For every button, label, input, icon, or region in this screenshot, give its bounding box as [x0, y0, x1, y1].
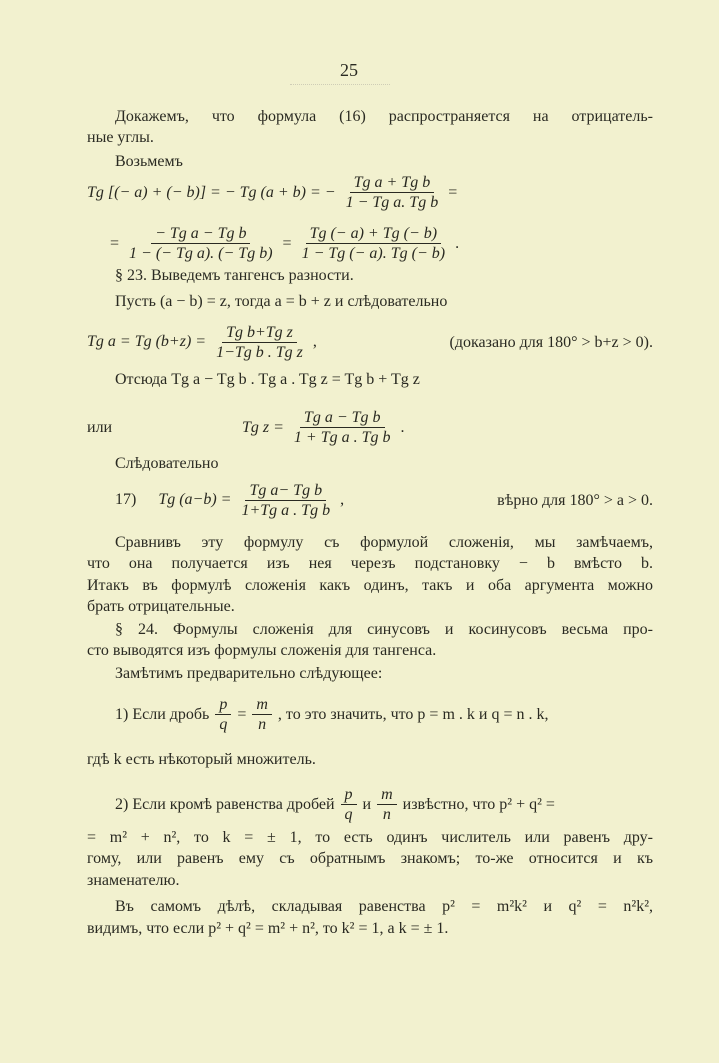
paragraph-line: Сравнивъ эту формулу съ формулой сложенія, мы замѣчаемъ, [115, 534, 653, 551]
numerator: Tg b+Tg z [222, 323, 297, 343]
section-heading: § 23. Выведемъ тангенсъ разности. [115, 267, 354, 284]
fraction [341, 785, 357, 824]
formula-text: Tg a = Tg (b+z) = [87, 333, 207, 351]
paragraph-line: Итакъ въ формулѣ сложенія какъ одинъ, такъ и оба аргумента можно [87, 577, 653, 594]
formula-text: извѣстно, что p² + q² = [402, 795, 555, 813]
formula-text: 2) Если кромѣ равенства дробей [115, 795, 335, 813]
paragraph-line: сто выводятся изъ формулы сложенія для тангенса. [87, 642, 437, 659]
formula-2 [110, 224, 459, 263]
paragraph-line: гдѣ k есть нѣкоторый множитель. [87, 751, 316, 768]
numerator: Tg (− a) + Tg (− b) [306, 224, 442, 244]
formula-text: . [455, 234, 460, 252]
formula-text: , [312, 333, 317, 351]
formula-text: = [237, 705, 247, 723]
formula-text: = [110, 234, 120, 252]
denominator: 1 − Tg (− a). Tg (− b) [301, 245, 446, 262]
formula-text: . [400, 418, 405, 436]
paragraph-line: Замѣтимъ предварительно слѣдующее: [115, 665, 383, 682]
formula-text: Tg (a−b) = [158, 491, 232, 509]
denominator: 1 + Tg a . Tg b [293, 429, 391, 446]
fraction [215, 695, 231, 734]
fraction [125, 224, 277, 263]
numerator: p [341, 785, 357, 805]
fraction [298, 224, 450, 263]
paragraph-line: Возьмемъ [115, 153, 183, 170]
formula-4 [87, 408, 405, 447]
numerator: p [215, 695, 231, 715]
paragraph-line: Докажемъ, что формула (16) распространяется на отрицатель- [115, 108, 653, 125]
denominator: 1+Tg a . Tg b [241, 502, 331, 519]
paragraph-line: знаменателю. [87, 872, 180, 889]
item-2 [115, 785, 555, 824]
formula-3 [87, 323, 653, 362]
numerator: m [252, 695, 272, 715]
denominator: q [219, 716, 228, 733]
formula-17 [115, 481, 653, 520]
formula-text: 1) Если дробь [115, 705, 210, 723]
item-1 [115, 695, 548, 734]
page-number: 25 [340, 60, 358, 80]
denominator: n [258, 716, 267, 733]
formula-note: (доказано для 180° > b+z > 0). [449, 333, 653, 351]
numerator: Tg a− Tg b [245, 481, 326, 501]
formula-text: = [282, 234, 292, 252]
formula-text: и [362, 795, 372, 813]
fraction [377, 785, 397, 824]
paragraph-line: = m² + n², то k = ± 1, то есть одинъ числитель или равенъ дру- [87, 829, 653, 846]
denominator: n [382, 806, 391, 823]
formula-1 [87, 173, 457, 212]
section-heading: § 24. Формулы сложенія для синусовъ и косинусовъ весьма про- [115, 621, 653, 638]
formula-text: Tg z = [242, 418, 284, 436]
denominator: 1 − Tg a. Tg b [345, 194, 439, 211]
paragraph-line: Пусть (a − b) = z, тогда a = b + z и слѣдовательно [115, 293, 448, 310]
paragraph-line: видимъ, что если p² + q² = m² + n², то k² = 1, а k = ± 1. [87, 920, 449, 937]
formula-text: , [340, 491, 345, 509]
denominator: 1−Tg b . Tg z [216, 344, 303, 361]
formula-text: , то это значить, что p = m . k и q = n . k, [277, 705, 549, 723]
fraction [290, 408, 395, 447]
formula-text: Tg [(− a) + (− b)] = − Tg (a + b) = − [87, 183, 336, 201]
paragraph-line: Отсюда Tg a − Tg b . Tg a . Tg z = Tg b + Tg z [115, 371, 420, 388]
paragraph-line: ные углы. [87, 129, 154, 146]
paragraph-line: Слѣдовательно [115, 455, 219, 472]
header-rule [290, 84, 390, 85]
numerator: Tg a + Tg b [350, 173, 435, 193]
formula-text: или [87, 418, 113, 436]
denominator: 1 − (− Tg a). (− Tg b) [129, 245, 273, 262]
paragraph-line: брать отрицательные. [87, 598, 235, 615]
fraction [212, 323, 307, 362]
formula-note: вѣрно для 180° > a > 0. [497, 491, 653, 509]
paragraph-line: гому, или равенъ ему съ обратнымъ знакомъ; то-же относится и къ [87, 850, 653, 867]
formula-text: = [448, 183, 458, 201]
fraction [237, 481, 334, 520]
fraction [342, 173, 443, 212]
fraction [252, 695, 272, 734]
numerator: − Tg a − Tg b [151, 224, 250, 244]
numerator: m [377, 785, 397, 805]
formula-label: 17) [115, 491, 137, 509]
numerator: Tg a − Tg b [300, 408, 385, 428]
denominator: q [344, 806, 353, 823]
paragraph-line: что она получается изъ нея черезъ подстановку − b вмѣсто b. [87, 555, 653, 572]
paragraph-line: Въ самомъ дѣлѣ, складывая равенства p² = m²k² и q² = n²k², [115, 898, 653, 915]
